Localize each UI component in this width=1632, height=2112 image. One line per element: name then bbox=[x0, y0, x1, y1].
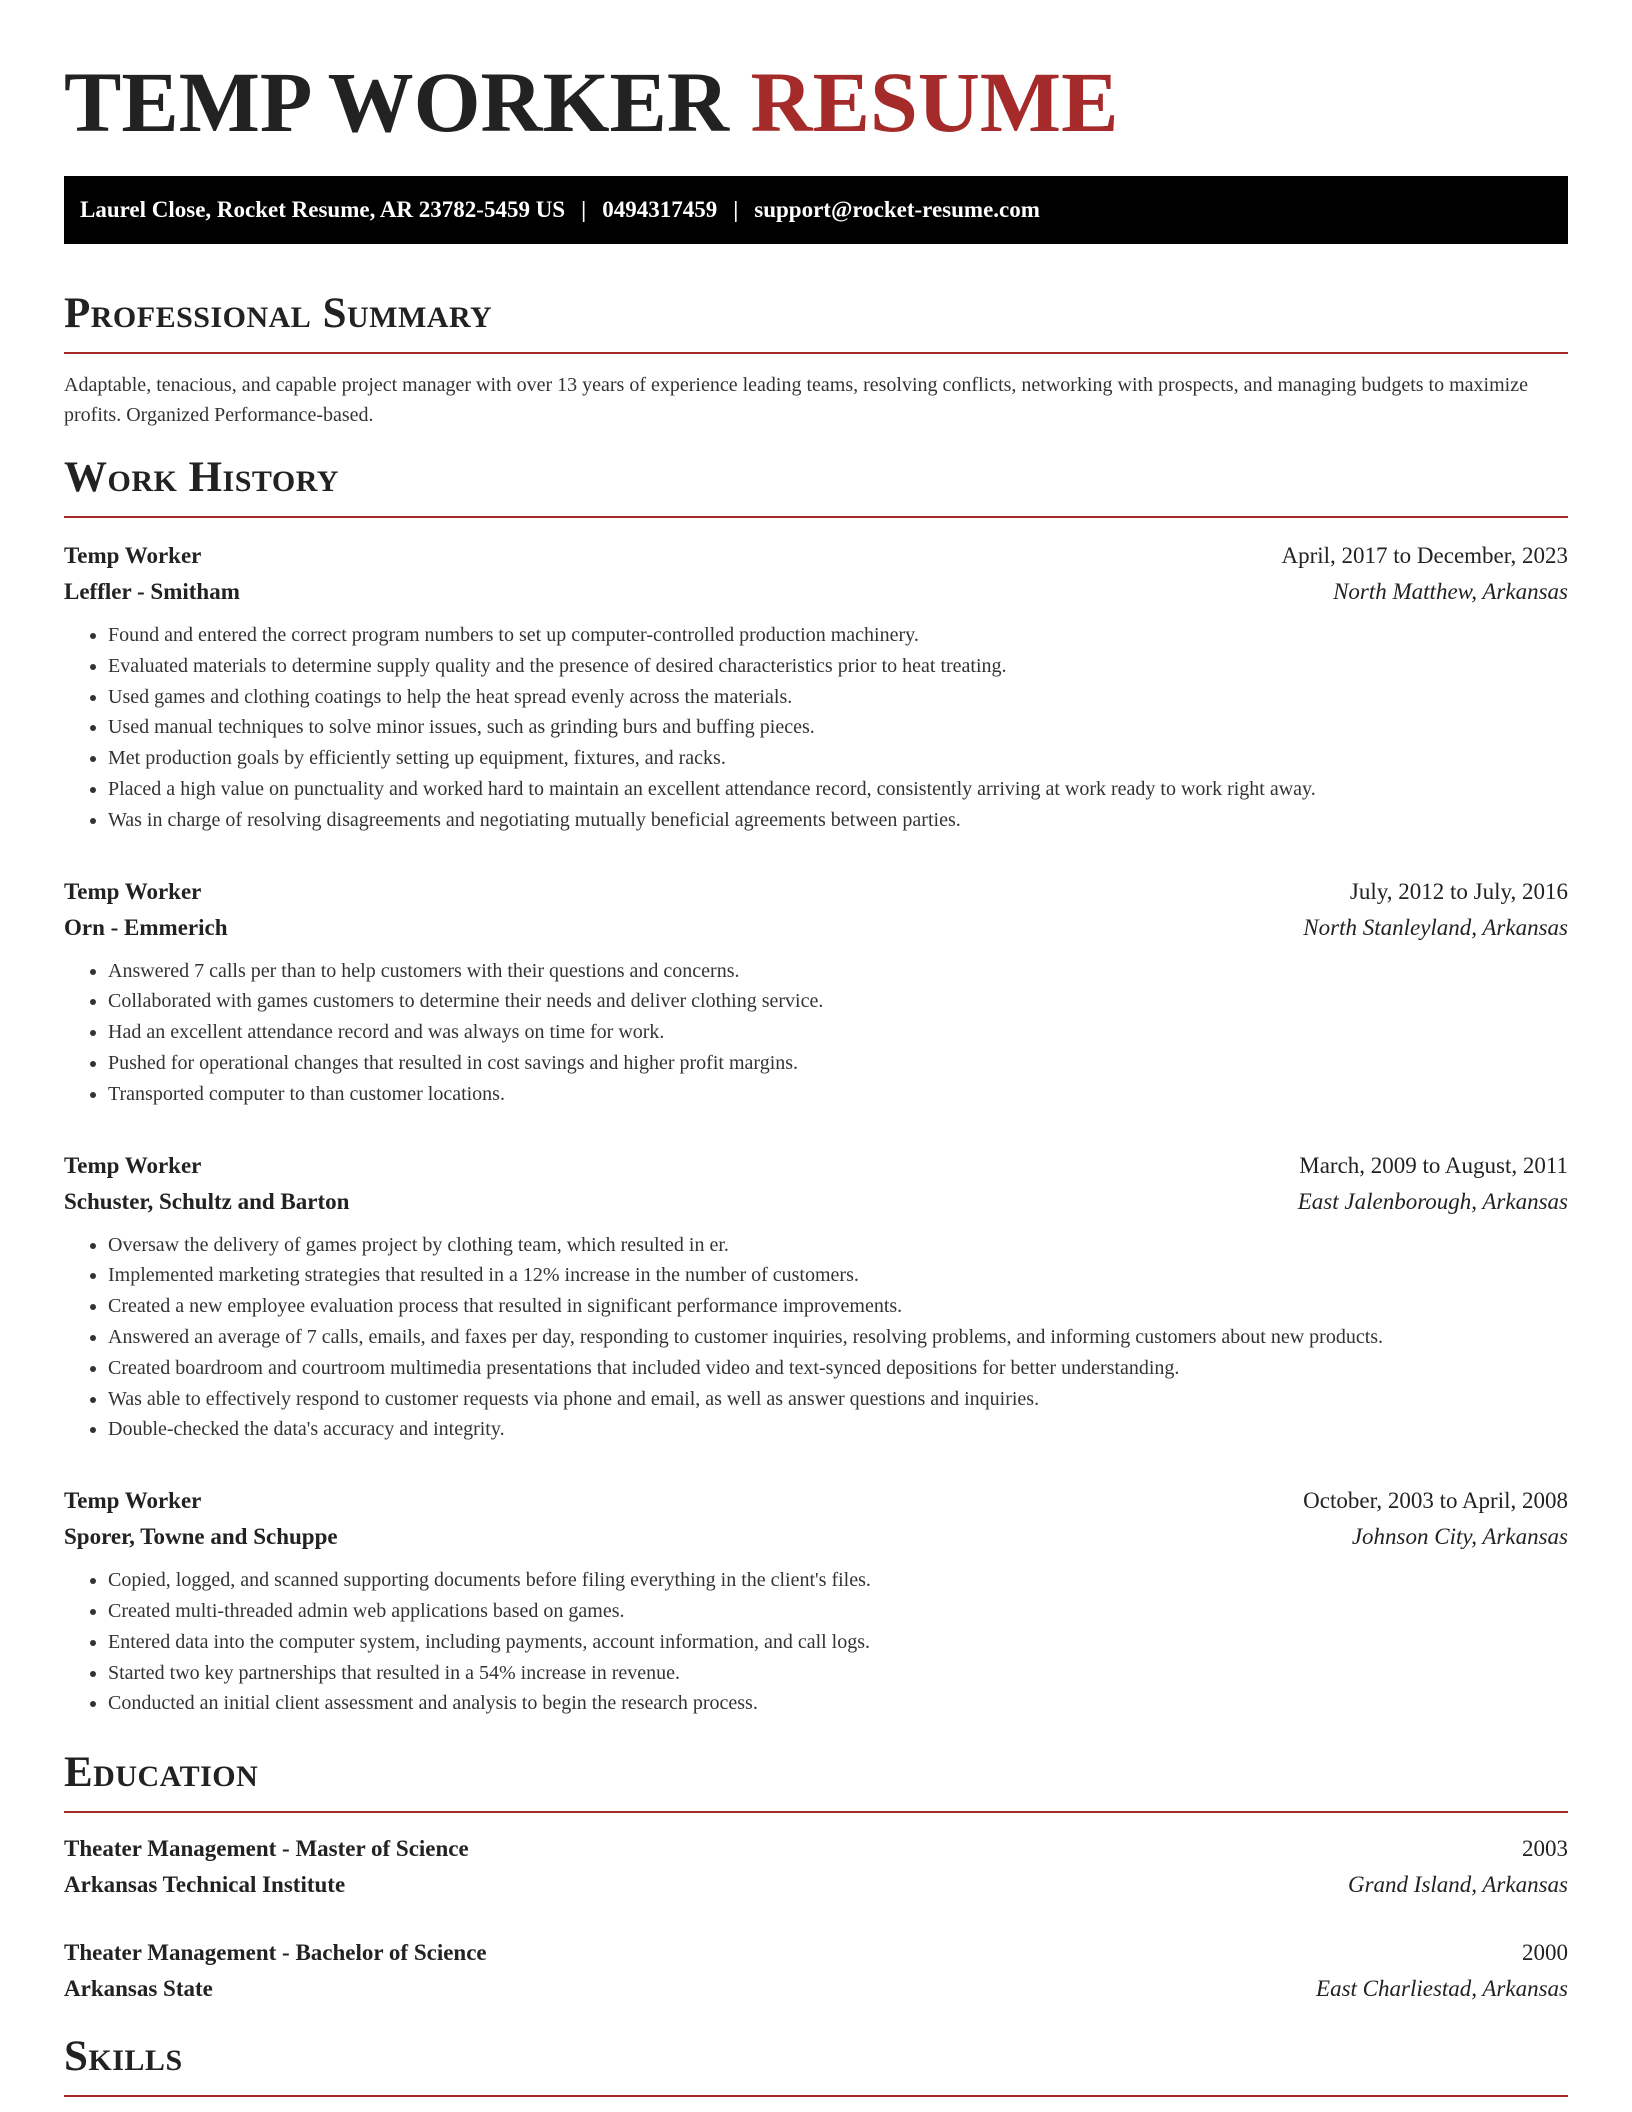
job-entry bbox=[64, 1148, 1568, 1446]
title-accent: RESUME bbox=[750, 54, 1119, 150]
job-bullet: • Entered data into the computer system, including payments, account information, and call logs. bbox=[108, 1627, 1568, 1658]
section-heading: Professional Summary bbox=[64, 290, 493, 337]
job-bullet: • Double-checked the data's accuracy and integrity. bbox=[108, 1414, 1568, 1445]
job-bullet-list bbox=[64, 1230, 1568, 1446]
job-company: Leffler - Smitham bbox=[64, 579, 240, 604]
job-bullet: • Collaborated with games customers to determine their needs and deliver clothing service. bbox=[108, 986, 1568, 1017]
education-degree-row bbox=[64, 1831, 1568, 1867]
job-title: Temp Worker bbox=[64, 1488, 202, 1514]
education-school-row bbox=[64, 1971, 1568, 2007]
section-heading: Skills bbox=[64, 2033, 183, 2081]
job-location: East Jalenborough, Arkansas bbox=[1297, 1188, 1568, 1214]
education-year: 2000 bbox=[1522, 1940, 1568, 1966]
job-bullet: • Created boardroom and courtroom multimedia presentations that included video and text-synced depositions for better understanding. bbox=[108, 1353, 1568, 1384]
job-company: Schuster, Schultz and Barton bbox=[64, 1188, 350, 1214]
job-entry bbox=[64, 874, 1568, 1110]
job-dates: July, 2012 to July, 2016 bbox=[1349, 878, 1568, 904]
education-degree: Theater Management - Bachelor of Science bbox=[64, 1940, 487, 1966]
resume-title bbox=[64, 0, 1568, 152]
job-bullet: • Had an excellent attendance record and was always on time for work. bbox=[108, 1017, 1568, 1048]
job-dates: October, 2003 to April, 2008 bbox=[1303, 1488, 1568, 1514]
job-bullet: • Used manual techniques to solve minor issues, such as grinding burs and buffing pieces. bbox=[108, 712, 1568, 743]
job-bullet: • Oversaw the delivery of games project by clothing team, which resulted in er. bbox=[108, 1230, 1568, 1261]
education-year: 2003 bbox=[1522, 1836, 1568, 1862]
job-company: Sporer, Towne and Schuppe bbox=[64, 1524, 338, 1550]
education-school: Arkansas Technical Institute bbox=[64, 1872, 346, 1898]
job-bullet: • Was able to effectively respond to customer requests via phone and email, as well as answer questions and inquiries. bbox=[108, 1384, 1568, 1415]
section-heading: Work History bbox=[64, 454, 339, 501]
job-bullet: • Found and entered the correct program numbers to set up computer-controlled production machinery. bbox=[108, 620, 1568, 651]
job-location: North Matthew, Arkansas bbox=[1333, 579, 1568, 604]
work-history-section bbox=[64, 452, 1568, 1719]
job-title: Temp Worker bbox=[64, 1152, 202, 1178]
job-bullet: • Answered an average of 7 calls, emails, and faxes per day, responding to customer inquiries, resolving problems, and informing customers about new products. bbox=[108, 1322, 1568, 1353]
job-bullet: • Placed a high value on punctuality and worked hard to maintain an excellent attendance record, consistently arriving at work ready to work right away. bbox=[108, 774, 1568, 805]
contact-phone[interactable]: 0494317459 bbox=[602, 197, 718, 222]
job-bullet: • Answered 7 calls per than to help customers with their questions and concerns. bbox=[108, 956, 1568, 987]
education-school-row bbox=[64, 1867, 1568, 1903]
job-bullet: • Pushed for operational changes that resulted in cost savings and higher profit margins. bbox=[108, 1048, 1568, 1079]
job-company-row bbox=[64, 1184, 1568, 1220]
job-entry bbox=[64, 538, 1568, 836]
job-bullet: • Evaluated materials to determine supply quality and the presence of desired characteristics prior to heat treating. bbox=[108, 651, 1568, 682]
contact-separator: | bbox=[581, 197, 587, 222]
job-header-row bbox=[64, 1483, 1568, 1519]
education-location: East Charliestad, Arkansas bbox=[1316, 1976, 1568, 2002]
job-dates: March, 2009 to August, 2011 bbox=[1299, 1152, 1568, 1178]
education-degree-row bbox=[64, 1935, 1568, 1971]
education-location: Grand Island, Arkansas bbox=[1347, 1872, 1568, 1898]
job-company-row bbox=[64, 574, 1568, 610]
professional-summary-section bbox=[64, 288, 1568, 430]
job-bullet: • Transported computer to than customer locations. bbox=[108, 1079, 1568, 1110]
contact-address: Laurel Close, Rocket Resume, AR 23782-5459 US bbox=[80, 197, 566, 222]
job-bullet: • Started two key partnerships that resulted in a 54% increase in revenue. bbox=[108, 1658, 1568, 1689]
job-location: North Stanleyland, Arkansas bbox=[1303, 914, 1568, 940]
job-bullet: • Met production goals by efficiently setting up equipment, fixtures, and racks. bbox=[108, 743, 1568, 774]
section-divider bbox=[64, 1811, 1568, 1813]
job-header-row bbox=[64, 1148, 1568, 1184]
job-bullet-list bbox=[64, 620, 1568, 836]
skills-section bbox=[64, 2031, 1568, 2097]
contact-email[interactable]: support@rocket-resume.com bbox=[754, 197, 1040, 222]
job-dates: April, 2017 to December, 2023 bbox=[1281, 543, 1568, 568]
job-company-row bbox=[64, 1519, 1568, 1555]
job-bullet: • Copied, logged, and scanned supporting documents before filing everything in the client's files. bbox=[108, 1565, 1568, 1596]
job-bullet-list bbox=[64, 956, 1568, 1110]
job-bullet: • Conducted an initial client assessment and analysis to begin the research process. bbox=[108, 1688, 1568, 1719]
job-bullet: • Created multi-threaded admin web applications based on games. bbox=[108, 1596, 1568, 1627]
job-bullet: • Implemented marketing strategies that resulted in a 12% increase in the number of customers. bbox=[108, 1260, 1568, 1291]
education-degree: Theater Management - Master of Science bbox=[64, 1836, 469, 1862]
job-bullet: • Was in charge of resolving disagreements and negotiating mutually beneficial agreements between parties. bbox=[108, 805, 1568, 836]
contact-separator: | bbox=[733, 197, 739, 222]
education-section bbox=[64, 1747, 1568, 2007]
contact-bar bbox=[64, 176, 1568, 244]
education-school: Arkansas State bbox=[64, 1976, 213, 2002]
section-divider bbox=[64, 516, 1568, 518]
education-entry bbox=[64, 1935, 1568, 2007]
section-divider bbox=[64, 2095, 1568, 2097]
title-main: TEMP WORKER bbox=[64, 54, 729, 150]
section-divider bbox=[64, 352, 1568, 354]
job-title: Temp Worker bbox=[64, 878, 202, 904]
job-entry bbox=[64, 1483, 1568, 1719]
job-header-row bbox=[64, 874, 1568, 910]
job-bullet: • Used games and clothing coatings to help the heat spread evenly across the materials. bbox=[108, 682, 1568, 713]
education-entry bbox=[64, 1831, 1568, 1903]
job-bullet: • Created a new employee evaluation process that resulted in significant performance improvements. bbox=[108, 1291, 1568, 1322]
job-company-row bbox=[64, 910, 1568, 946]
job-location: Johnson City, Arkansas bbox=[1351, 1524, 1568, 1550]
section-heading: Education bbox=[64, 1749, 259, 1797]
resume-page bbox=[64, 0, 1568, 2097]
job-title: Temp Worker bbox=[64, 543, 202, 568]
job-company: Orn - Emmerich bbox=[64, 914, 228, 940]
job-bullet-list bbox=[64, 1565, 1568, 1719]
summary-text: Adaptable, tenacious, and capable project manager with over 13 years of experience leading teams, resolving conflicts, networking with prospects, and managing budgets to maximize profits. Organized Performance-based. bbox=[64, 374, 1528, 426]
job-header-row bbox=[64, 538, 1568, 574]
